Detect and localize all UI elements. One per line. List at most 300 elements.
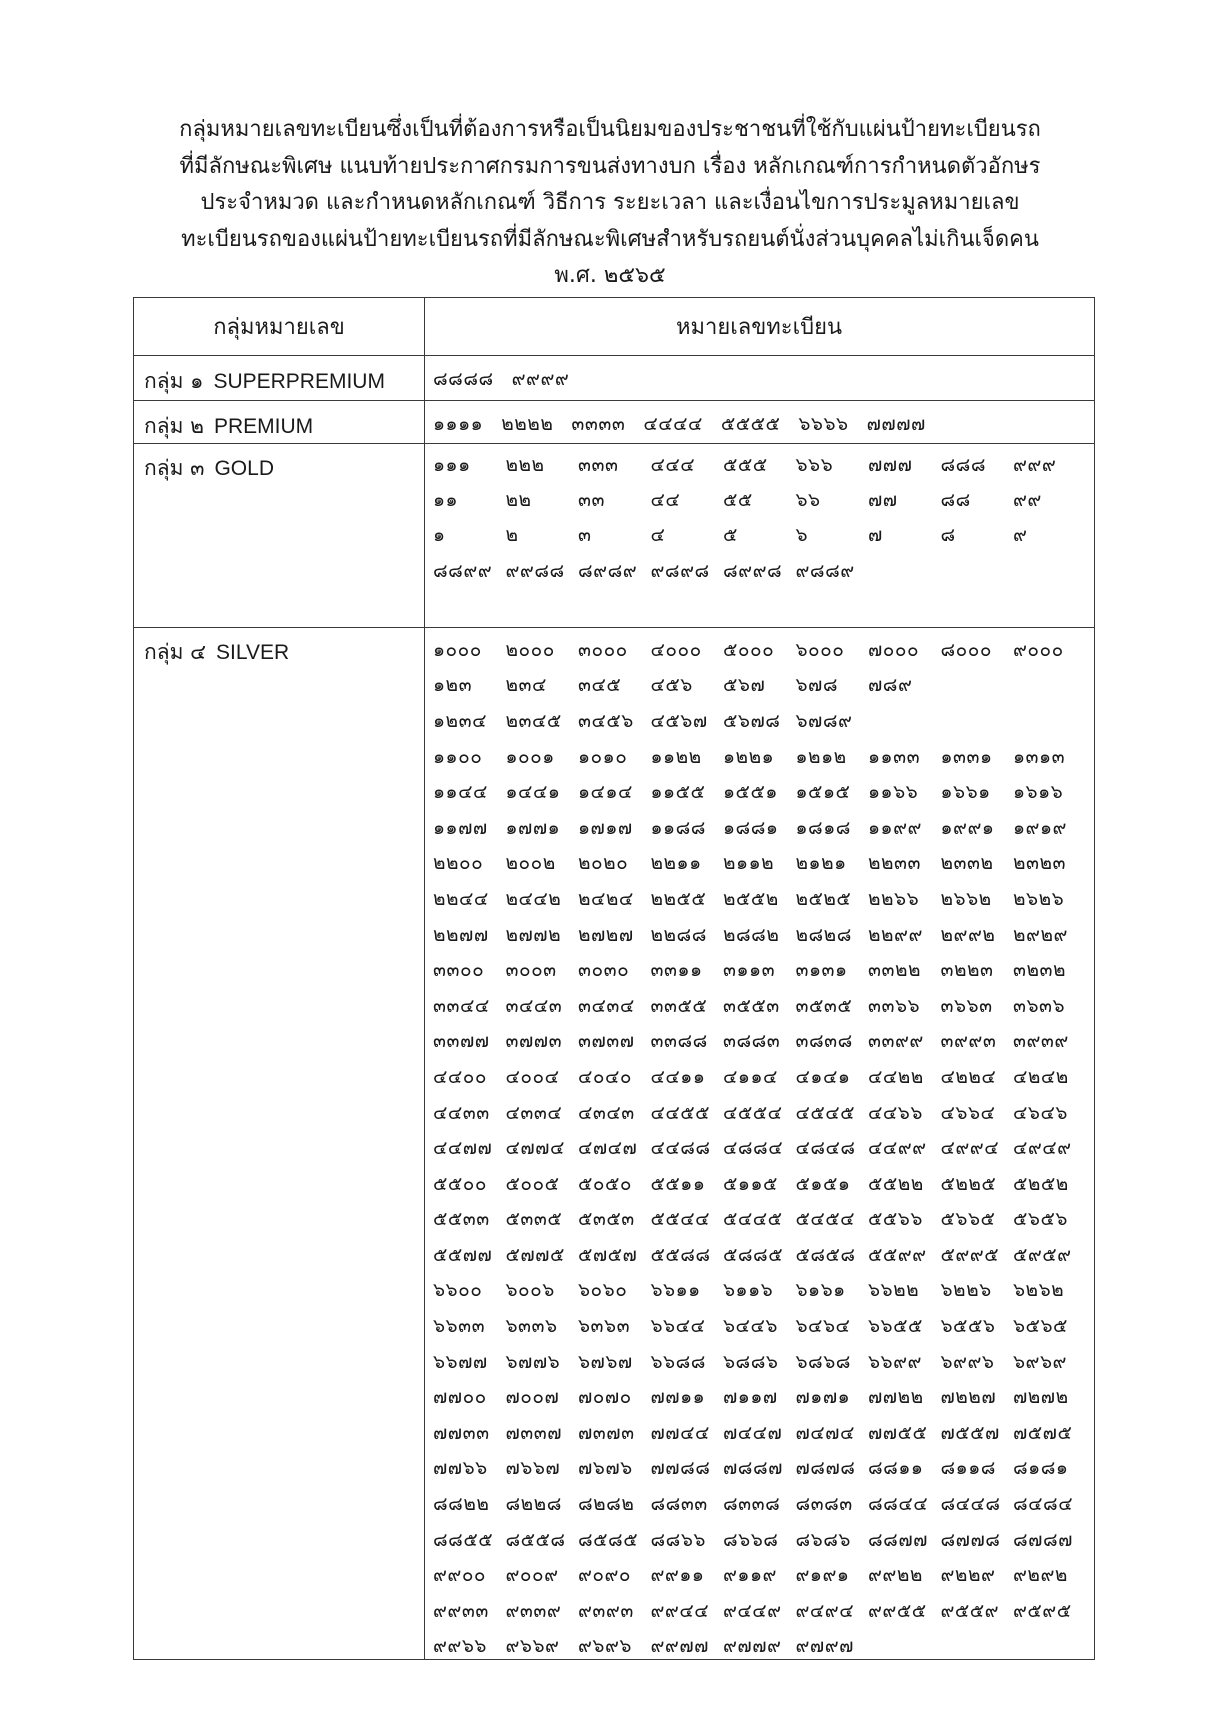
registration-number: ๗๘๙ [868,674,913,697]
registration-number: ๗๖๖๗ [505,1457,561,1480]
registration-number: ๘๗๗๘ [940,1528,1001,1551]
registration-number: ๔๓๓๔ [505,1101,563,1124]
registration-number: ๓๓๓ [578,454,619,476]
group-numbers-gold [433,448,1093,589]
registration-number: ๗๔๔๗ [723,1421,783,1444]
registration-number: ๗๘๗๘ [795,1457,856,1480]
registration-number: ๑๑๓๓ [868,745,921,768]
registration-number: ๑๑ [433,488,459,511]
group-name: SILVER [216,641,290,664]
registration-number: ๔๖๖๔ [940,1101,996,1124]
number-row [433,518,1093,554]
registration-number: ๕๔๕๔ [795,1208,856,1231]
registration-number: ๒๙๒๙ [1013,923,1068,946]
registration-number: ๑๐๐๑ [505,745,555,768]
registration-number: ๖๖ [795,488,821,511]
registration-number: ๕๕๐๐ [433,1172,487,1195]
registration-number: ๓๔๓๔ [578,994,635,1017]
registration-number: ๙๔๔๙ [723,1599,782,1622]
number-row [433,361,1093,397]
heading-line-2: ที่มีลักษณะพิเศษ แนบท้ายประกาศกรมการขนส่งทางบก เรื่อง หลักเกณฑ์การกำหนดตัวอักษร [179,153,1041,179]
registration-number: ๘๘๔๔ [868,1493,929,1516]
registration-number: ๔๔๔๔ [643,412,703,435]
registration-number: ๗๗๐๐ [433,1386,487,1409]
registration-number: ๒๐๐๒ [505,852,556,875]
registration-number: ๙๒๒๙ [940,1564,996,1587]
registration-number: ๗๐๐๗ [505,1386,560,1409]
registration-number: ๙๕๙๕ [1013,1599,1072,1622]
registration-number: ๘๙๙๘ [723,559,783,582]
registration-number: ๗๗ [868,488,898,511]
registration-number: ๕๙๕๙ [1013,1243,1072,1266]
registration-number: ๖๐๐๐ [795,638,845,661]
registration-number: ๗๗๗๗ [866,412,926,435]
registration-number: ๗๗๗ [868,454,913,476]
registration-number: ๑๙๙๑ [940,816,995,839]
registration-number: ๕๒๒๕ [940,1172,997,1195]
number-row [433,917,1093,953]
registration-number: ๕๘๘๕ [723,1243,784,1266]
registration-number: ๖๐๐๖ [505,1279,555,1302]
registration-number: ๗๗๑๑ [650,1386,706,1409]
registration-number: ๗๐๗๐ [578,1386,632,1409]
registration-number: ๒๕๒๕ [795,887,852,910]
registration-number: ๑ [433,524,446,547]
registration-number: ๕ [723,524,738,547]
registration-number: ๘๖๖๘ [723,1528,779,1551]
registration-number: ๒๒๓๓ [868,852,922,875]
registration-number: ๒๗๒๗ [578,923,634,946]
number-row [433,1593,1093,1629]
registration-number: ๔๗๗๔ [505,1137,565,1160]
number-row [433,448,1093,482]
registration-number: ๓๐๐๓ [505,959,557,982]
registration-number: ๔๕๔๕ [795,1101,856,1124]
registration-number: ๑๘๑๘ [795,816,851,839]
registration-number: ๖๖๕๕ [868,1315,923,1338]
registration-number: ๘๒๘๒ [578,1493,635,1516]
registration-number: ๖๙๙๖ [940,1350,995,1373]
registration-number: ๔๑๑๔ [723,1065,778,1088]
registration-number: ๘๘๖๖ [650,1528,706,1551]
registration-number: ๖๗๘๙ [795,709,853,732]
number-row [433,774,1093,810]
registration-number: ๓๐๓๐ [578,959,630,982]
registration-number: ๒๙๙๒ [940,923,996,946]
registration-number: ๙๙๑๑ [650,1564,705,1587]
number-row [433,668,1093,704]
registration-number: ๒๐๐๐ [505,638,555,661]
registration-number: ๙๙๘๘ [505,559,565,582]
number-row [433,1273,1093,1309]
registration-number: ๕๖๗ [723,674,766,697]
registration-number: ๒๕๕๒ [723,887,779,910]
number-row [433,810,1093,846]
registration-number: ๕๑๕๑ [795,1172,851,1195]
registration-number: ๓๗๗๓ [505,1030,563,1053]
registration-number: ๔๓๔๓ [578,1101,635,1124]
group-label-silver [144,636,289,669]
registration-number: ๓ [578,524,592,547]
registration-number: ๑๑๐๐ [433,745,483,768]
registration-number: ๑๒๒๑ [723,745,775,768]
registration-number: ๖๑๑๖ [723,1279,774,1302]
number-row [433,1095,1093,1131]
registration-number: ๒๔๒๔ [578,887,634,910]
registration-number: ๑๗๗๑ [505,816,561,839]
registration-number: ๙๙๗๗ [650,1635,709,1658]
registration-number: ๕๐๐๐ [723,638,775,661]
registration-number: ๘๐๐๐ [940,638,992,661]
registration-number: ๕๔๔๕ [723,1208,783,1231]
registration-number: ๘๑๘๑ [1013,1457,1069,1480]
registration-number: ๓๓ [578,488,605,511]
group-prefix: กลุ่ม ๔ [144,640,206,664]
registration-number: ๗๑๑๗ [723,1386,778,1409]
registration-number: ๙๙๙๙ [511,367,570,390]
number-row [433,1059,1093,1095]
registration-number: ๘๘๕๕ [433,1528,494,1551]
registration-number: ๑๗๑๗ [578,816,633,839]
registration-number: ๕๕๑๑ [650,1172,706,1195]
group-prefix: กลุ่ม ๒ [144,414,204,438]
registration-number: ๒๒๖๖ [868,887,920,910]
registration-number: ๕๑๑๕ [723,1172,778,1195]
registration-number: ๔๔๔ [650,454,696,476]
registration-number: ๘๘๘๘ [433,367,494,390]
registration-number: ๒๒๑๑ [650,852,702,875]
registration-number: ๔๐๔๐ [578,1065,632,1088]
registration-number: ๙๑๙๑ [795,1564,850,1587]
registration-number: ๔๒๔๒ [1013,1065,1069,1088]
registration-number: ๙๗๙๗ [795,1635,854,1658]
number-row [433,1379,1093,1415]
registration-number: ๗๖๗๖ [578,1457,633,1480]
registration-number: ๒๒๗๗ [433,923,489,946]
registration-number: ๓๘๘๓ [723,1030,781,1053]
registration-number: ๕๐๐๕ [505,1172,560,1195]
document-heading [130,112,1090,295]
registration-number: ๕๕๒๒ [868,1172,924,1195]
registration-number: ๘ [940,524,956,547]
registration-number: ๖๓๓๖ [505,1315,558,1338]
registration-number: ๖๔๖๔ [795,1315,851,1338]
registration-number: ๗๗๘๘ [650,1457,711,1480]
registration-number: ๓๑๑๓ [723,959,776,982]
group-prefix: กลุ่ม ๑ [144,369,204,393]
registration-number: ๕๕ [723,488,753,511]
number-row [433,846,1093,882]
table-row-divider [134,443,1094,444]
registration-number: ๘๕๘๕ [578,1528,639,1551]
group-label-superpremium [144,365,385,398]
registration-number: ๓๑๓๑ [795,959,848,982]
registration-number: ๙๙ [1013,488,1042,511]
number-row [433,952,1093,988]
registration-number: ๔๔๘๘ [650,1137,711,1160]
registration-number: ๕๕๙๙ [868,1243,927,1266]
registration-number: ๕๓๓๕ [505,1208,563,1231]
registration-number: ๙๑๑๙ [723,1564,777,1587]
number-row [433,1344,1093,1380]
registration-number: ๓๓๒๒ [868,959,922,982]
registration-number: ๓๓๖๖ [868,994,921,1017]
registration-number: ๘๘๘ [940,454,986,476]
number-row [433,988,1093,1024]
registration-number: ๒๒๒ [505,454,545,476]
registration-number: ๔๔๐๐ [433,1065,487,1088]
registration-number: ๑๔๑๔ [578,781,633,804]
column-divider [424,298,425,1659]
registration-number: ๔๐๐๔ [505,1065,560,1088]
registration-number: ๒๑๑๒ [723,852,775,875]
registration-number: ๒๓๒๓ [1013,852,1067,875]
registration-number: ๗๓๓๗ [505,1421,563,1444]
registration-number: ๑๒๑๒ [795,745,847,768]
registration-number: ๑๕๑๕ [795,781,851,804]
number-row [433,1024,1093,1060]
registration-number: ๒๒๐๐ [433,852,484,875]
registration-number: ๑๐๐๐ [433,638,482,661]
registration-number: ๔๑๔๑ [795,1065,851,1088]
registration-number: ๗๘๘๗ [723,1457,783,1480]
registration-number: ๖๖๒๒ [868,1279,920,1302]
registration-number: ๖๗๖๗ [578,1350,633,1373]
registration-number: ๗๒๗๒ [1013,1386,1069,1409]
registration-number: ๒๒๔๔ [433,887,489,910]
number-row [433,632,1093,668]
registration-number: ๘๗๘๗ [1013,1528,1073,1551]
registration-number: ๔๒๒๔ [940,1065,997,1088]
registration-number: ๓๔๕๖ [578,709,634,732]
registration-number: ๖๗๗๖ [505,1350,561,1373]
registration-number: ๓๒๒๓ [940,959,994,982]
registration-number: ๙๙๕๕ [868,1599,927,1622]
registration-number: ๘๔๘๔ [1013,1493,1074,1516]
registration-number: ๗๗๖๖ [433,1457,488,1480]
registration-number: ๒๘๘๒ [723,923,780,946]
registration-number: ๙ [1013,524,1028,547]
group-prefix: กลุ่ม ๓ [144,456,205,480]
registration-number: ๘๒๒๘ [505,1493,562,1516]
registration-number: ๖๓๖๓ [578,1315,631,1338]
group-numbers-silver [433,632,1093,1664]
registration-number: ๑๑๒๒ [650,745,702,768]
registration-number: ๔๕๕๔ [723,1101,783,1124]
registration-number: ๑๓๓๑ [940,745,993,768]
registration-number: ๙๖๖๙ [505,1635,560,1658]
registration-number: ๙๔๙๔ [795,1599,855,1622]
registration-number: ๕๘๕๘ [795,1243,856,1266]
registration-number: ๔๔๕๕ [650,1101,711,1124]
registration-number: ๔๔๗๗ [433,1137,493,1160]
number-row [433,739,1093,775]
registration-number: ๑๒๓๔ [433,709,487,732]
header-numbers-column: หมายเลขทะเบียน [675,315,843,340]
registration-number: ๘๖๘๖ [795,1528,851,1551]
registration-number: ๗๑๗๑ [795,1386,851,1409]
registration-number: ๑๙๑๙ [1013,816,1067,839]
registration-number: ๖๖๐๐ [433,1279,483,1302]
registration-number: ๖๔๔๖ [723,1315,778,1338]
registration-number: ๗๗๕๕ [868,1421,928,1444]
registration-number: ๒๐๒๐ [578,852,629,875]
registration-number: ๑๑๘๘ [650,816,706,839]
registration-number: ๔๔๖๖ [868,1101,923,1124]
number-row [433,1166,1093,1202]
registration-number: ๒๒๘๘ [650,923,707,946]
registration-number: ๑๑๗๗ [433,816,488,839]
registration-number: ๖๐๖๐ [578,1279,628,1302]
registration-number: ๗๐๐๐ [868,638,920,661]
registration-number: ๒๒๒๒ [501,412,554,435]
heading-line-4: ทะเบียนรถของแผ่นป้ายทะเบียนรถที่มีลักษณะพิเศษสำหรับรถยนต์นั่งส่วนบุคคลไม่เกินเจ็ดคน [181,226,1039,252]
header-group-column: กลุ่มหมายเลข [213,315,345,340]
registration-number: ๔ [650,524,666,547]
registration-number: ๓๒๓๒ [1013,959,1067,982]
registration-number: ๓๖๓๖ [1013,994,1066,1017]
table-row-divider [134,355,1094,356]
registration-number: ๘๘๓๓ [650,1493,708,1516]
registration-number: ๘๕๕๘ [505,1528,566,1551]
registration-number: ๖๒๖๒ [1013,1279,1065,1302]
registration-number: ๘๓๓๘ [723,1493,781,1516]
registration-number: ๔๘๔๘ [795,1137,856,1160]
registration-number: ๔๔๓๓ [433,1101,490,1124]
registration-number: ๓๕๕๓ [723,994,780,1017]
registration-number: ๔๙๙๔ [940,1137,1000,1160]
registration-number: ๕๖๕๖ [1013,1208,1068,1231]
registration-number: ๙๐๙๐ [578,1564,632,1587]
registration-number: ๒๒ [505,488,532,511]
registration-number: ๑๑๑๑ [433,412,484,435]
group-numbers-superpremium [433,361,1093,397]
registration-number: ๔๐๐๐ [650,638,702,661]
registration-number: ๗๓๗๓ [578,1421,635,1444]
number-row [433,703,1093,739]
registration-number: ๙๓๙๓ [578,1599,634,1622]
registration-number: ๙๙๐๐ [433,1564,487,1587]
registration-number: ๖๙๖๙ [1013,1350,1067,1373]
registration-number: ๕๓๕๓ [578,1208,635,1231]
registration-number: ๘๓๘๓ [795,1493,853,1516]
registration-number: ๖๖๙๙ [868,1350,922,1373]
registration-number: ๙๐๐๙ [505,1564,559,1587]
number-row [433,1629,1093,1665]
registration-number: ๙๙๓๓ [433,1599,489,1622]
registration-number: ๒ [505,524,519,547]
registration-number: ๑๑๑ [433,454,471,476]
registration-number: ๓๘๓๘ [795,1030,853,1053]
registration-number: ๒๓๔๕ [505,709,562,732]
registration-number: ๙๙๖๖ [433,1635,487,1658]
number-row [433,553,1093,589]
number-row [433,406,1093,442]
registration-number: ๖๖๓๓ [433,1315,486,1338]
table-row-divider [134,400,1094,401]
registration-number: ๙๒๙๒ [1013,1564,1068,1587]
registration-number: ๙๘๙๘ [650,559,710,582]
registration-number: ๙๙๔๔ [650,1599,710,1622]
registration-number: ๘๑๑๘ [940,1457,996,1480]
number-row [433,1308,1093,1344]
registration-number: ๑๑๖๖ [868,781,919,804]
number-row [433,1486,1093,1522]
number-row [433,881,1093,917]
registration-number: ๘๘๒๒ [433,1493,490,1516]
registration-number: ๗๗๓๓ [433,1421,490,1444]
registration-number: ๓๖๖๓ [940,994,993,1017]
registration-number: ๑๖๑๖ [1013,781,1064,804]
registration-number: ๑๖๖๑ [940,781,991,804]
registration-number: ๔๘๘๔ [723,1137,784,1160]
registration-number: ๒๔๔๒ [505,887,562,910]
registration-number: ๑๓๑๓ [1013,745,1066,768]
registration-number: ๕๕๕๕ [720,412,781,435]
registration-number: ๖๖๑๑ [650,1279,701,1302]
registration-number: ๓๓๕๕ [650,994,708,1017]
registration-number: ๙๘๘๙ [795,559,855,582]
registration-number: ๕๖๗๘ [723,709,781,732]
registration-number: ๖๕๖๕ [1013,1315,1068,1338]
registration-number: ๑๑๕๕ [650,781,706,804]
registration-number: ๑๔๔๑ [505,781,561,804]
registration-number: ๔๗๔๗ [578,1137,638,1160]
registration-number: ๒๓๔ [505,674,547,697]
registration-number: ๖๖๗๗ [433,1350,488,1373]
registration-number: ๒๓๓๒ [940,852,994,875]
registration-number: ๗๗๔๔ [650,1421,710,1444]
registration-number: ๕๗๗๕ [505,1243,565,1266]
registration-number: ๕๕๗๗ [433,1243,493,1266]
registration-number: ๓๙๙๓ [940,1030,997,1053]
registration-number: ๕๕๔๔ [650,1208,711,1231]
registration-number: ๖๘๘๖ [723,1350,779,1373]
table-row-divider [134,627,1094,628]
registration-number: ๔๔๙๙ [868,1137,927,1160]
registration-number: ๙๙๒๒ [868,1564,923,1587]
registration-number: ๔๔๒๒ [868,1065,924,1088]
registration-number: ๑๒๓ [433,674,473,697]
registration-number: ๓๕๓๕ [795,994,853,1017]
number-row [433,1557,1093,1593]
number-row [433,1202,1093,1238]
registration-number: ๓๔๔๓ [505,994,563,1017]
heading-year: พ.ศ. ๒๕๖๕ [554,263,666,288]
number-row [433,1522,1093,1558]
group-label-gold [144,452,274,485]
heading-line-3: ประจำหมวด และกำหนดหลักเกณฑ์ วิธีการ ระยะเวลา และเงื่อนไขการประมูลหมายเลข [200,190,1020,215]
registration-number: ๘๙๘๙ [578,559,638,582]
registration-number: ๓๓๙๙ [868,1030,924,1053]
registration-number: ๕๕๓๓ [433,1208,490,1231]
registration-number: ๕๕๖๖ [868,1208,923,1231]
registration-number: ๓๓๐๐ [433,959,485,982]
registration-number: ๖๗๘ [795,674,839,697]
registration-number: ๖๖๘๘ [650,1350,706,1373]
registration-number: ๖ [795,524,809,547]
registration-number: ๓๓๓๓ [571,412,626,435]
registration-number: ๔๕๖ [650,674,693,697]
registration-number: ๙๗๗๙ [723,1635,782,1658]
registration-number: ๕๒๕๒ [1013,1172,1069,1195]
registration-number: ๒๑๒๑ [795,852,847,875]
registration-number: ๒๖๖๒ [940,887,992,910]
registration-number: ๗ [868,524,883,547]
registration-number: ๓๓๘๘ [650,1030,708,1053]
number-row [433,1130,1093,1166]
registration-number: ๕๗๕๗ [578,1243,638,1266]
